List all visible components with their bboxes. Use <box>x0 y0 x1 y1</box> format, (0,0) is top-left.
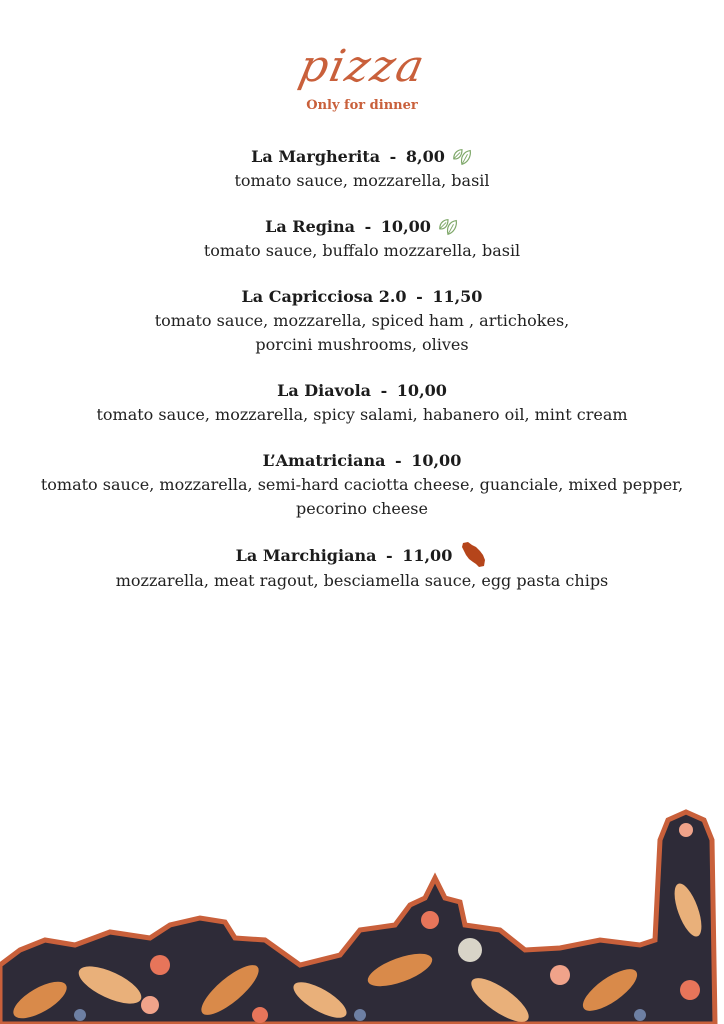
menu-item <box>20 285 704 357</box>
menu-item <box>20 379 704 427</box>
header <box>0 40 724 113</box>
description-line: pecorino cheese <box>296 499 428 518</box>
description-line: tomato sauce, mozzarella, semi-hard caciotta cheese, guanciale, mixed pepper, <box>40 475 684 494</box>
town-skyline-illustration <box>0 800 724 1024</box>
item-description <box>20 473 704 521</box>
page-title: pizza <box>294 41 430 92</box>
item-name: L’Amatriciana <box>262 451 386 470</box>
description-line: tomato sauce, mozzarella, spiced ham , artichokes, <box>154 311 570 330</box>
menu-item <box>20 543 704 593</box>
menu-item <box>20 215 704 263</box>
description-line: tomato sauce, mozzarella, basil <box>234 171 490 190</box>
menu-item-heading: La Margherita - 8,00 <box>251 145 473 169</box>
description-line: tomato sauce, mozzarella, spicy salami, habanero oil, mint cream <box>96 405 628 424</box>
item-description <box>20 403 704 427</box>
item-description <box>20 309 704 357</box>
item-name: La Margherita <box>251 147 381 166</box>
description-line: porcini mushrooms, olives <box>255 335 469 354</box>
item-name: La Capricciosa 2.0 <box>241 287 407 306</box>
item-description <box>20 169 704 193</box>
item-price: 10,00 <box>411 451 462 470</box>
page-subtitle: Only for dinner <box>306 98 418 113</box>
menu-item-heading: La Regina - 10,00 <box>265 215 459 239</box>
description-line: tomato sauce, buffalo mozzarella, basil <box>203 241 521 260</box>
item-name: La Regina <box>265 217 356 236</box>
item-description <box>20 239 704 263</box>
menu-item-heading: La Capricciosa 2.0 - 11,50 <box>241 287 483 306</box>
item-description <box>20 569 704 593</box>
item-price: 8,00 <box>405 147 445 166</box>
item-price: 10,00 <box>380 217 431 236</box>
menu-item-heading: L’Amatriciana - 10,00 <box>262 451 462 470</box>
menu-item <box>20 145 704 193</box>
vegetarian-leaf-icon <box>451 146 473 168</box>
item-price: 10,00 <box>396 381 447 400</box>
menu-item-heading: La Diavola - 10,00 <box>277 381 447 400</box>
item-name: La Diavola <box>277 381 372 400</box>
marche-region-icon <box>458 539 488 569</box>
vegetarian-leaf-icon <box>437 216 459 238</box>
pizza-list <box>20 145 704 615</box>
item-price: 11,00 <box>402 546 453 565</box>
item-name: La Marchigiana <box>235 546 377 565</box>
description-line: mozzarella, meat ragout, besciamella sauce, egg pasta chips <box>115 571 609 590</box>
menu-item-heading: La Marchigiana - 11,00 <box>236 543 489 569</box>
menu-item <box>20 449 704 521</box>
item-price: 11,50 <box>432 287 483 306</box>
